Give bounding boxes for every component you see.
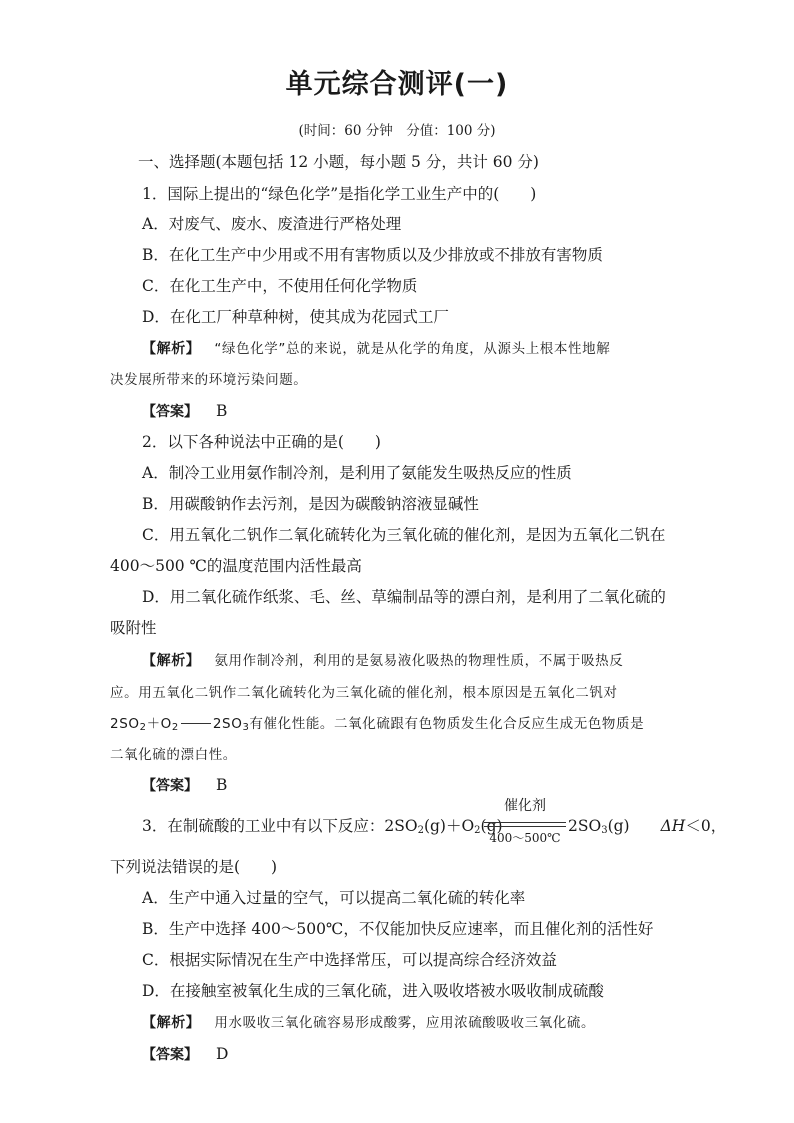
page-title: 单元综合测评(一) [285, 69, 509, 100]
question-3-stem-cont: 下列说法错误的是( ) [110, 858, 278, 876]
analysis-tag: 【解析】 [142, 341, 201, 357]
question-3-option-b: B．生产中选择 400～500℃，不仅能加快反应速率，而且催化剂的活性好 [142, 920, 654, 938]
question-2-answer [142, 775, 227, 796]
question-3-stem: 3．在制硫酸的工业中有以下反应：$2SO_2(g)+O_2(g)$ [142, 817, 503, 836]
question-1-option-c: C．在化工生产中，不使用任何化学物质 [142, 277, 418, 295]
answer-tag: 【答案】 [142, 404, 198, 420]
reaction-catalyst: 催化剂 [504, 798, 546, 814]
question-3-analysis [142, 1013, 595, 1033]
question-2-analysis-end: 二氧化硫的漂白性。 [110, 747, 237, 763]
question-2-analysis-equation: $2SO_2+O_2$ $2SO_3$有催化性能。二氧化硫跟有色物质发生化合反应生成无色物质是 [110, 716, 645, 733]
question-1-option-b: B．在化工生产中少用或不用有害物质以及少排放或不排放有害物质 [142, 246, 603, 264]
question-3-option-a: A．生产中通入过量的空气，可以提高二氧化硫的转化率 [142, 889, 526, 907]
answer-tag: 【答案】 [142, 1047, 198, 1063]
question-1-analysis-cont: 决发展所带来的环境污染问题。 [110, 372, 308, 388]
question-3-stem-product: $2SO_3(g)$ ΔH＜0， [568, 817, 727, 836]
question-2-option-b: B．用碳酸钠作去污剂，是因为碳酸钠溶液显碱性 [142, 495, 479, 513]
reaction-arrow-icon [484, 822, 566, 823]
exam-meta: (时间：60 分钟 分值：100 分) [298, 123, 496, 139]
analysis-tag: 【解析】 [142, 1015, 201, 1031]
analysis-text: 氨用作制冷剂，利用的是氨易液化吸热的物理性质，不属于吸热反 [214, 653, 624, 669]
question-1-answer [142, 401, 227, 422]
question-1-analysis [142, 339, 610, 359]
question-2-option-d: D．用二氧化硫作纸浆、毛、丝、草编制品等的漂白剂，是利用了二氧化硫的 [142, 588, 666, 606]
answer-value: B [216, 776, 228, 794]
question-3-answer [142, 1044, 228, 1065]
question-2-option-d-cont: 吸附性 [110, 619, 157, 637]
question-2-analysis-cont: 应。用五氧化二钒作二氧化硫转化为三氧化硫的催化剂，根本原因是五氧化二钒对 [110, 685, 618, 701]
section-heading: 一、选择题(本题包括 12 小题，每小题 5 分，共计 60 分) [138, 153, 539, 171]
question-3-option-d: D．在接触室被氧化生成的三氧化硫，进入吸收塔被水吸收制成硫酸 [142, 982, 604, 1000]
analysis-text: 用水吸收三氧化硫容易形成酸雾，应用浓硫酸吸收三氧化硫。 [214, 1015, 596, 1031]
reversible-arrow-icon [181, 723, 211, 724]
question-2-option-c: C．用五氧化二钒作二氧化硫转化为三氧化硫的催化剂，是因为五氧化二钒在 [142, 526, 666, 544]
question-3-option-c: C．根据实际情况在生产中选择常压，可以提高综合经济效益 [142, 951, 557, 969]
question-1-stem: 1．国际上提出的“绿色化学”是指化学工业生产中的( ) [142, 185, 537, 203]
question-2-stem: 2．以下各种说法中正确的是( ) [142, 433, 381, 451]
question-2-analysis [142, 651, 623, 671]
question-2-option-c-cont: 400～500 ℃的温度范围内活性最高 [110, 557, 362, 575]
answer-value: D [216, 1045, 229, 1063]
analysis-text: “绿色化学”总的来说，就是从化学的角度，从源头上根本性地解 [214, 341, 611, 357]
question-2-option-a: A．制冷工业用氨作制冷剂，是利用了氨能发生吸热反应的性质 [142, 464, 572, 482]
reaction-temperature: 400～500℃ [489, 831, 561, 845]
reaction-arrow-lower-icon [484, 826, 566, 827]
question-1-option-a: A．对废气、废水、废渣进行严格处理 [142, 215, 402, 233]
answer-value: B [216, 402, 228, 420]
answer-tag: 【答案】 [142, 778, 198, 794]
analysis-tag: 【解析】 [142, 653, 201, 669]
question-1-option-d: D．在化工厂种草种树，使其成为花园式工厂 [142, 308, 449, 326]
